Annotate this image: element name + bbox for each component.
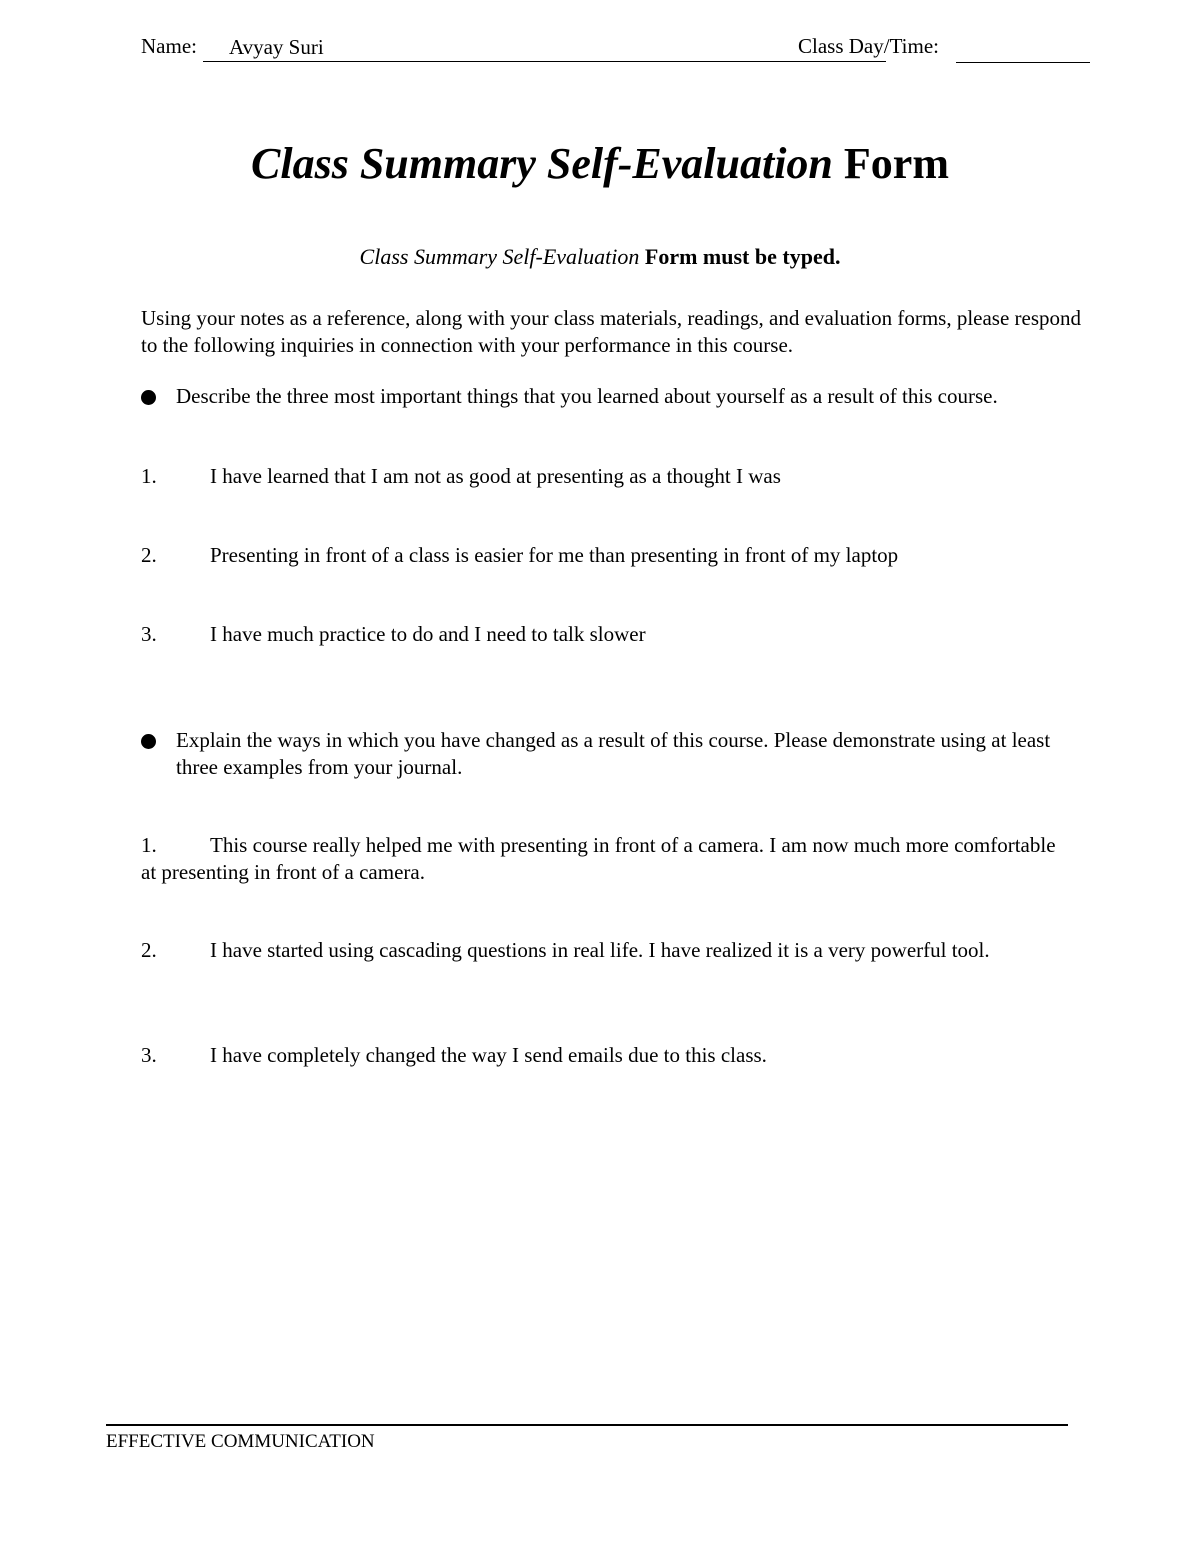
item-text: I have completely changed the way I send emails due to this class. [210, 1043, 767, 1067]
section1-prompt [141, 383, 1096, 410]
subtitle [0, 244, 1200, 270]
subtitle-bold: Form must be typed. [644, 244, 841, 269]
list-item [141, 1042, 1061, 1069]
item-number: 3. [141, 1043, 157, 1067]
title-plain: Form [843, 139, 949, 188]
item-number: 2. [141, 543, 157, 567]
item-text: I have started using cascading questions in real life. I have realized it is a very powerful tool. [210, 938, 990, 962]
header-row [141, 34, 1091, 66]
class-day-time-label: Class Day/Time: [798, 34, 939, 58]
list-item [141, 832, 1061, 886]
item-number: 3. [141, 622, 157, 646]
bullet-icon [141, 390, 156, 405]
list-item [141, 542, 1061, 569]
item-text: I have learned that I am not as good at presenting as a thought I was [210, 464, 781, 488]
list-item [141, 937, 1061, 964]
name-field: Avyay Suri [203, 34, 886, 62]
name-label: Name: [141, 34, 197, 58]
section2-prompt-text: Explain the ways in which you have changed as a result of this course. Please demonstrate using at least three examples from your journal. [176, 728, 1051, 779]
section2-prompt [141, 727, 1096, 781]
bullet-icon [141, 734, 156, 749]
list-item [141, 621, 1061, 648]
section1-prompt-text: Describe the three most important things that you learned about yourself as a result of this course. [176, 384, 998, 408]
subtitle-italic: Class Summary Self-Evaluation [359, 244, 640, 269]
intro-paragraph: Using your notes as a reference, along with your class materials, readings, and evaluation forms, please respond to the following inquiries in connection with your performance in this course. [141, 306, 1082, 357]
footer-divider [106, 1424, 1068, 1426]
title-italic: Class Summary Self-Evaluation [251, 139, 833, 188]
item-text: This course really helped me with presenting in front of a camera. I am now much more comfortable at presenting in front of a camera. [141, 833, 1056, 884]
class-day-time-field [956, 34, 1090, 63]
page-title [0, 138, 1200, 189]
item-text: Presenting in front of a class is easier for me than presenting in front of my laptop [210, 543, 899, 567]
item-number: 1. [141, 833, 157, 857]
item-text: I have much practice to do and I need to talk slower [210, 622, 646, 646]
footer-text: EFFECTIVE COMMUNICATION [106, 1431, 375, 1452]
list-item [141, 463, 1061, 490]
item-number: 2. [141, 938, 157, 962]
item-number: 1. [141, 464, 157, 488]
